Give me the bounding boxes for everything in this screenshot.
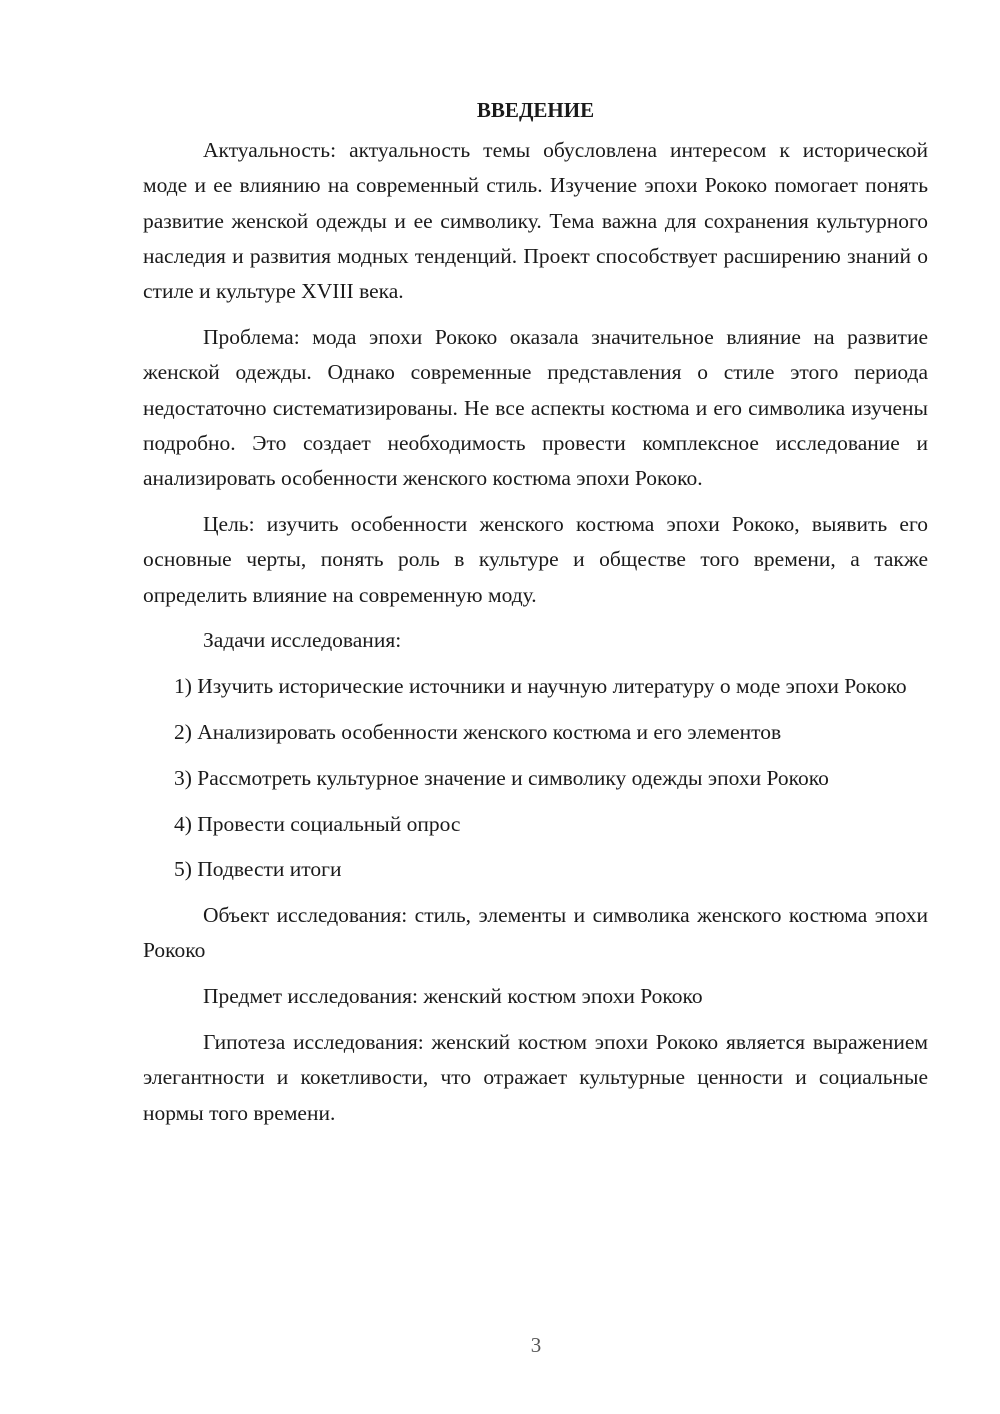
task-item-1: 1) Изучить исторические источники и научную литературу о моде эпохи Рококо — [174, 674, 907, 699]
paragraph-subject: Предмет исследования: женский костюм эпохи Рококо — [203, 984, 703, 1009]
task-item-5: 5) Подвести итоги — [174, 857, 342, 882]
section-title: ВВЕДЕНИЕ — [476, 98, 595, 122]
paragraph-tasks-heading: Задачи исследования: — [203, 628, 402, 653]
paragraph-relevance: Актуальность: актуальность темы обусловлена интересом к исторической моде и ее влиянию на современный стиль. Изучение эпохи Рококо помогает понять развитие женской одежды и ее символику. Тема важна для сохранения культурного наследия и развития модных тенденций. Проект способствует расширению знаний о стиле и культуре XVIII века. — [143, 138, 928, 304]
paragraph-object: Объект исследования: стиль, элементы и символика женского костюма эпохи Рококо — [143, 903, 928, 963]
page-number: 3 — [530, 1333, 542, 1357]
task-item-3: 3) Рассмотреть культурное значение и символику одежды эпохи Рококо — [174, 765, 829, 790]
paragraph-hypothesis: Гипотеза исследования: женский костюм эпохи Рококо является выражением элегантности и кокетливости, что отражает культурные ценности и социальные нормы того времени. — [143, 1030, 928, 1125]
paragraph-goal: Цель: изучить особенности женского костюма эпохи Рококо, выявить его основные черты, понять роль в культуре и обществе того времени, а также определить влияние на современную моду. — [143, 511, 928, 607]
page-content — [143, 94, 928, 1141]
task-item-4: 4) Провести социальный опрос — [174, 811, 461, 836]
task-item-2: 2) Анализировать особенности женского костюма и его элементов — [174, 719, 782, 744]
paragraph-problem: Проблема: мода эпохи Рококо оказала значительное влияние на развитие женской одежды. Однако современные представления о стиле этого периода недостаточно систематизированы. Не все аспекты костюма и его символика изучены подробно. Это создает необходимость провести комплексное исследование и анализировать особенности женского костюма эпохи Рококо. — [143, 324, 928, 491]
